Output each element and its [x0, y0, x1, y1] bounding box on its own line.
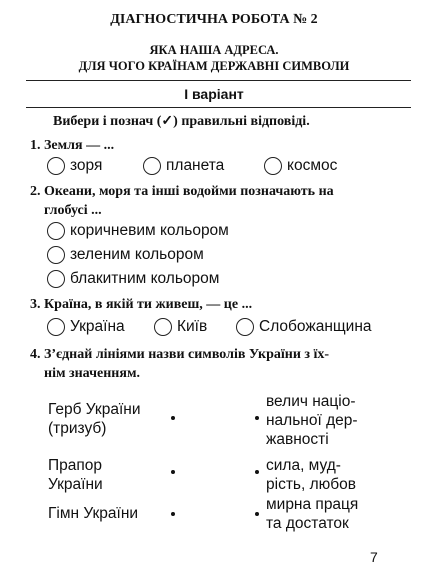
answer-circle[interactable]	[154, 318, 172, 336]
answer-circle[interactable]	[47, 222, 65, 240]
answer-circle[interactable]	[47, 246, 65, 264]
question-text: Країна, в якій ти живеш, — це ...	[44, 297, 253, 312]
answer-circle[interactable]	[47, 270, 65, 288]
option-q1-c[interactable]	[264, 157, 337, 175]
option-q3-b[interactable]	[154, 318, 207, 336]
meaning-greatness: велич націо- нальної дер- жавності	[266, 393, 358, 448]
right-connect-dot-1[interactable]	[255, 416, 259, 420]
option-q3-a[interactable]	[47, 318, 125, 336]
answer-circle[interactable]	[236, 318, 254, 336]
question-number: 4.	[30, 347, 41, 362]
right-connect-dot-3[interactable]	[255, 512, 259, 516]
variant-label: І варіант	[184, 86, 244, 102]
answer-circle[interactable]	[47, 157, 65, 175]
question-number: 1.	[30, 138, 41, 153]
answer-circle[interactable]	[143, 157, 161, 175]
page-number: 7	[370, 549, 378, 565]
topic-line-2: ДЛЯ ЧОГО КРАЇНАМ ДЕРЖАВНІ СИМВОЛИ	[78, 59, 350, 73]
meaning-peaceful-labor: мирна праця та достаток	[266, 496, 359, 532]
question-number: 3.	[30, 297, 41, 312]
page-title: ДІАГНОСТИЧНА РОБОТА № 2	[110, 12, 318, 27]
answer-circle[interactable]	[264, 157, 282, 175]
option-label: Київ	[177, 318, 208, 335]
option-label: зеленим кольором	[70, 246, 204, 263]
option-q2-b[interactable]	[47, 246, 204, 264]
meaning-strength: сила, муд- рість, любов	[266, 457, 357, 493]
option-q2-a[interactable]	[47, 222, 229, 240]
question-text-line-1: З’єднай лініями назви символів України з їх-	[44, 347, 330, 362]
option-label: блакитним кольором	[70, 270, 220, 287]
question-1	[30, 136, 114, 155]
symbol-anthem: Гімн України	[48, 505, 139, 522]
instruction-text: Вибери і познач (✓) правильні відповіді.	[53, 114, 310, 129]
left-connect-dot-2[interactable]	[171, 470, 175, 474]
question-2	[30, 182, 334, 220]
question-text-line-2: нім значенням.	[44, 366, 140, 381]
right-connect-dot-2[interactable]	[255, 470, 259, 474]
question-number: 2.	[30, 184, 41, 199]
question-text-line-2: глобусі ...	[44, 203, 102, 218]
option-label: коричневим кольором	[70, 222, 229, 239]
question-text-line-1: Океани, моря та інші водойми позначають на	[44, 184, 334, 199]
option-q2-c[interactable]	[47, 270, 219, 288]
question-3	[30, 295, 252, 314]
option-q1-b[interactable]	[143, 157, 224, 175]
left-connect-dot-3[interactable]	[171, 512, 175, 516]
question-4	[30, 345, 329, 383]
variant-divider	[26, 107, 411, 108]
option-label: Україна	[70, 318, 125, 335]
symbol-coat-of-arms: Герб України (тризуб)	[48, 401, 141, 437]
option-label: космос	[287, 157, 338, 174]
answer-circle[interactable]	[47, 318, 65, 336]
option-q3-c[interactable]	[236, 318, 372, 336]
left-connect-dot-1[interactable]	[171, 416, 175, 420]
question-text: Земля — ...	[44, 138, 115, 153]
symbol-flag: Прапор України	[48, 457, 103, 493]
option-label: планета	[166, 157, 225, 174]
option-q1-a[interactable]	[47, 157, 102, 175]
option-label: зоря	[70, 157, 103, 174]
option-label: Слобожанщина	[259, 318, 372, 335]
topic-line-1: ЯКА НАША АДРЕСА.	[149, 43, 279, 57]
header-divider	[26, 80, 411, 81]
